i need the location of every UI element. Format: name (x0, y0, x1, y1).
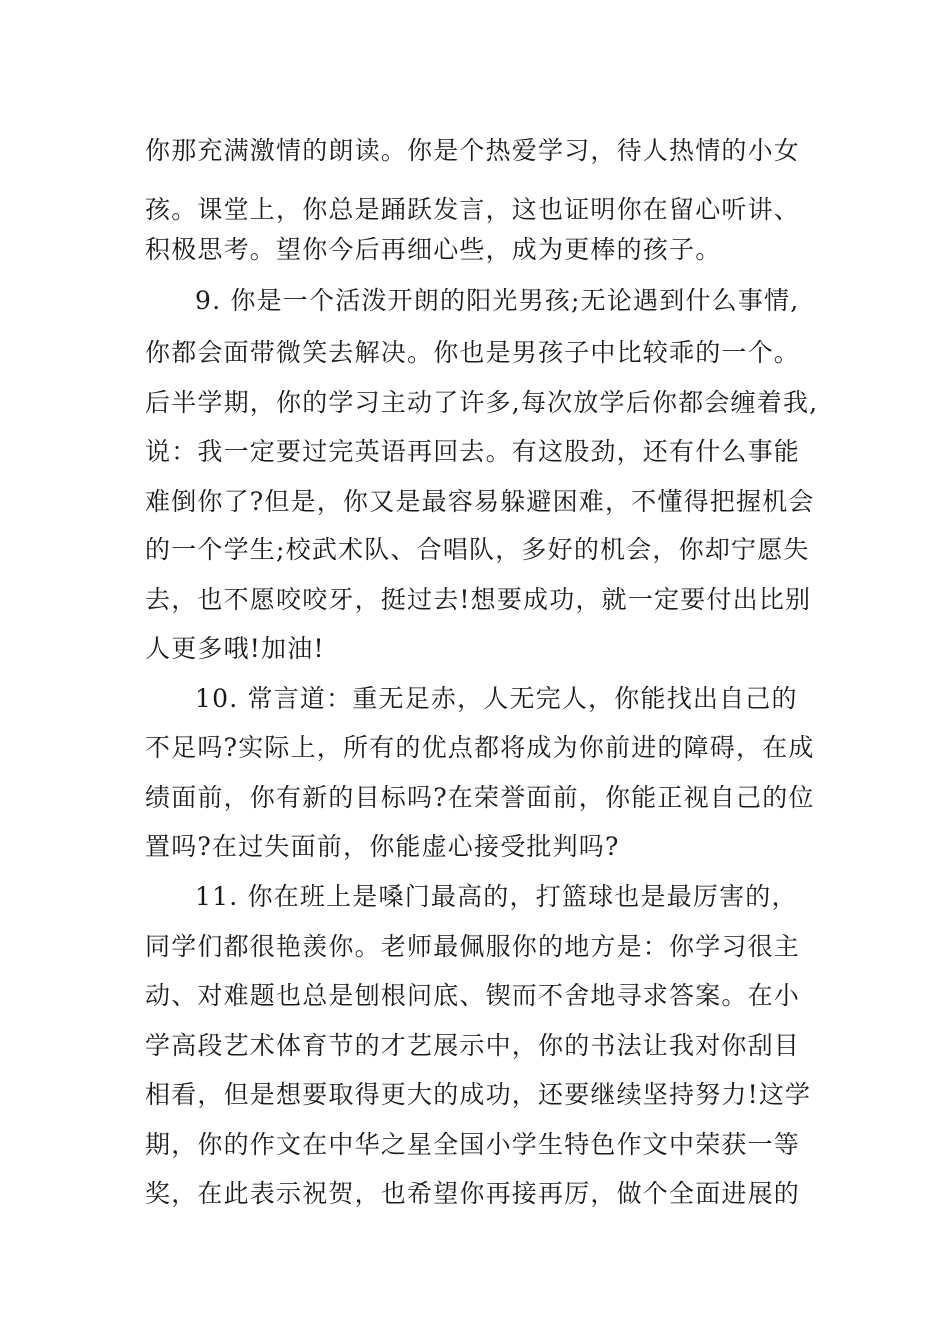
text-line: 相看，但是想要取得更大的成功，还要继续坚持努力!这学 (145, 1080, 812, 1109)
text-line: 积极思考。望你今后再细心些，成为更棒的孩子。 (145, 235, 722, 264)
text-line: 后半学期，你的学习主动了许多,每次放学后你都会缠着我, (145, 388, 819, 417)
text-line: 你都会面带微笑去解决。你也是男孩子中比较乖的一个。 (145, 338, 801, 367)
text-line: 的一个学生;校武术队、合唱队，多好的机会，你却宁愿失 (145, 535, 810, 564)
text-line: 同学们都很艳羡你。老师最佩服你的地方是：你学习很主 (145, 932, 801, 961)
text-line: 10. 常言道：重无足赤，人无完人，你能找出自己的 (195, 684, 798, 713)
text-line: 人更多哦!加油! (145, 634, 325, 663)
text-line: 去，也不愿咬咬牙，挺过去!想要成功，就一定要付出比别 (145, 585, 812, 614)
text-line: 你那充满激情的朗读。你是个热爱学习，待人热情的小女 (145, 136, 801, 165)
text-line: 孩。课堂上，你总是踊跃发言，这也证明你在留心听讲、 (145, 195, 801, 224)
text-line: 9. 你是一个活泼开朗的阳光男孩;无论遇到什么事情, (195, 286, 800, 315)
text-line: 期，你的作文在中华之星全国小学生特色作文中荣获一等 (145, 1130, 801, 1159)
text-line: 学高段艺术体育节的才艺展示中，你的书法让我对你刮目 (145, 1031, 801, 1060)
text-line: 奖，在此表示祝贺，也希望你再接再厉，做个全面进展的 (145, 1179, 801, 1208)
text-line: 说：我一定要过完英语再回去。有这股劲，还有什么事能 (145, 437, 801, 466)
text-line: 动、对难题也总是刨根问底、锲而不舍地寻求答案。在小 (145, 981, 801, 1010)
text-line: 难倒你了?但是，你又是最容易躲避困难，不懂得把握机会 (145, 487, 815, 516)
text-line: 11. 你在班上是嗓门最高的，打篮球也是最厉害的， (195, 882, 798, 911)
text-line: 不足吗?实际上，所有的优点都将成为你前进的障碍，在成 (145, 733, 815, 762)
text-line: 置吗?在过失面前，你能虚心接受批判吗? (145, 832, 620, 861)
text-line: 绩面前，你有新的目标吗?在荣誉面前，你能正视自己的位 (145, 783, 815, 812)
